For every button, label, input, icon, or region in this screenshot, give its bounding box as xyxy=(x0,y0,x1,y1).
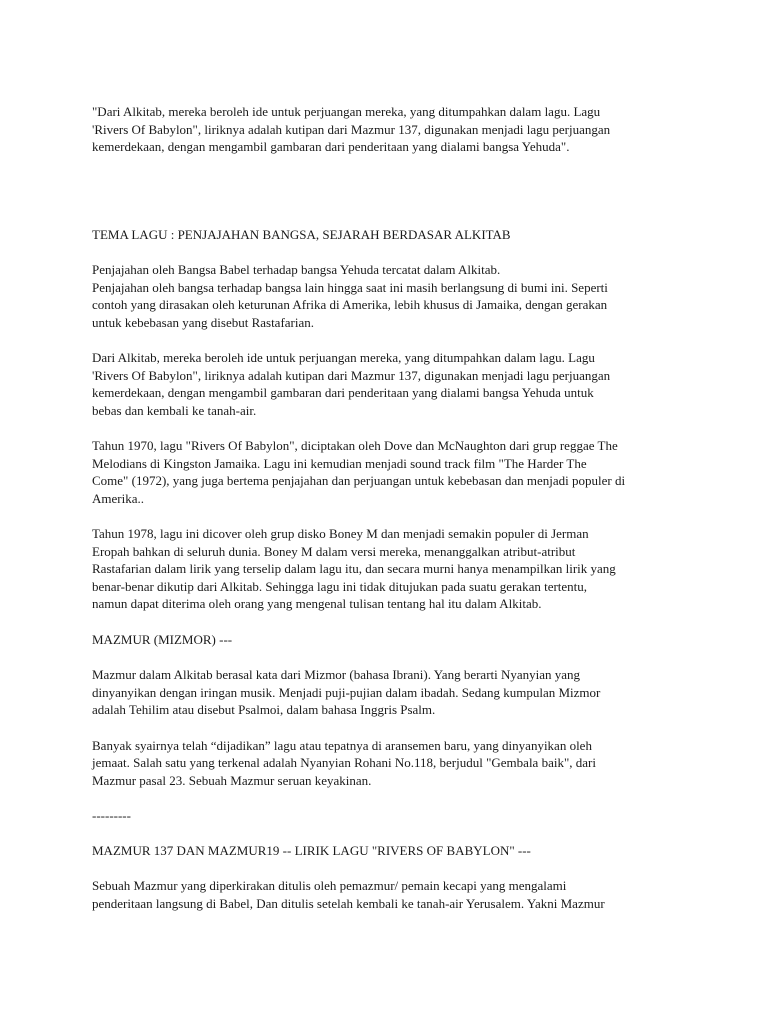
separator-line: --------- xyxy=(92,808,131,823)
paragraph-penjajahan: Penjajahan oleh Bangsa Babel terhadap bangsa Yehuda tercatat dalam Alkitab. Penjajahan oleh bangsa terhadap bangsa lain hingga saat ini masih berlangsung di bumi ini. Seperti contoh yang dirasakan oleh keturunan Afrika di Amerika, lebih khusus di Jamaika, dengan gerakan untuk kebebasan yang disebut Rastafarian. xyxy=(92,262,608,330)
paragraph-mazmur-137: Sebuah Mazmur yang diperkirakan ditulis oleh pemazmur/ pemain kecapi yang mengalami penderitaan langsung di Babel, Dan ditulis setelah kembali ke tanah-air Yerusalem. Yakni Mazmur xyxy=(92,878,605,911)
lyrics-heading: MAZMUR 137 DAN MAZMUR19 -- LIRIK LAGU "RIVERS OF BABYLON" --- xyxy=(92,842,531,858)
document-page xyxy=(92,103,682,912)
paragraph-alkitab: Dari Alkitab, mereka beroleh ide untuk perjuangan mereka, yang ditumpahkan dalam lagu. Lagu 'Rivers Of Babylon", liriknya adalah kutipan dari Mazmur 137, digunakan menjadi lagu perjuangan kemerdekaan, dengan mengambil gambaran dari penderitaan yang dialami bangsa Yehuda untuk bebas dan kembali ke tanah-air. xyxy=(92,350,611,418)
paragraph-1970: Tahun 1970, lagu "Rivers Of Babylon", diciptakan oleh Dove dan McNaughton dari grup reggae The Melodians di Kingston Jamaika. Lagu ini kemudian menjadi sound track film "The Harder The Come" (1972), yang juga bertema penjajahan dan perjuangan untuk kebebasan dan menjadi populer di Amerika.. xyxy=(92,438,626,506)
intro-quote: "Dari Alkitab, mereka beroleh ide untuk perjuangan mereka, yang ditumpahkan dalam lagu. Lagu 'Rivers Of Babylon", liriknya adalah kutipan dari Mazmur 137, digunakan menjadi lagu perjuangan kemerdekaan, dengan mengambil gambaran dari penderitaan yang dialami bangsa Yehuda". xyxy=(92,104,611,154)
paragraph-1978: Tahun 1978, lagu ini dicover oleh grup disko Boney M dan menjadi semakin populer di Jerman Eropah bahkan di seluruh dunia. Boney M dalam versi mereka, menanggalkan atribut-atribut Rastafarian dalam lirik yang terselip dalam lagu itu, dan secara murni hanya menampilkan lirik yang benar-benar dikutip dari Alkitab. Sehingga lagu ini tidak ditujukan pada suatu gerakan tertentu, namun dapat diterima oleh orang yang mengenal tulisan tentang hal itu dalam Alkitab. xyxy=(92,526,616,611)
mazmur-heading: MAZMUR (MIZMOR) --- xyxy=(92,631,233,647)
theme-heading: TEMA LAGU : PENJAJAHAN BANGSA, SEJARAH BERDASAR ALKITAB xyxy=(92,226,511,242)
paragraph-mizmor: Mazmur dalam Alkitab berasal kata dari Mizmor (bahasa Ibrani). Yang berarti Nyanyian yang dinyanyikan dengan iringan musik. Menjadi puji-pujian dalam ibadah. Sedang kumpulan Mizmor adalah Tehilim atau disebut Psalmoi, dalam bahasa Inggris Psalm. xyxy=(92,667,601,717)
paragraph-syair: Banyak syairnya telah “dijadikan” lagu atau tepatnya di aransemen baru, yang dinyanyikan oleh jemaat. Salah satu yang terkenal adalah Nyanyian Rohani No.118, berjudul "Gembala baik", dari Mazmur pasal 23. Sebuah Mazmur seruan keyakinan. xyxy=(92,737,596,788)
